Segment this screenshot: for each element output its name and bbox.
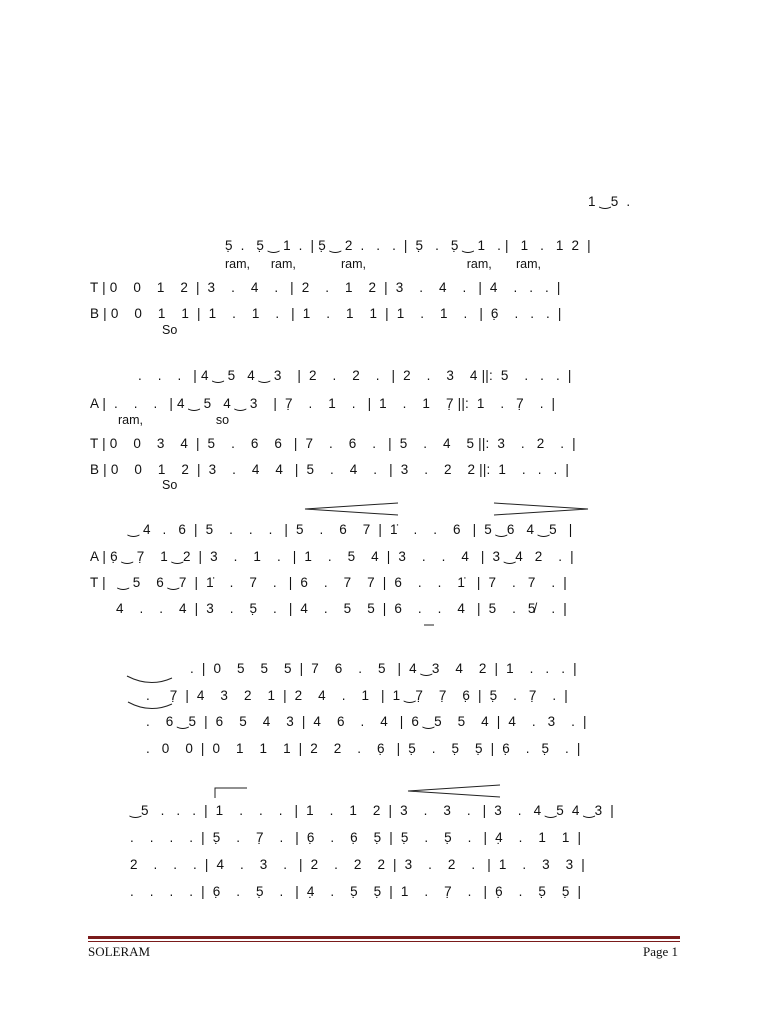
crescendo-hairpin: [408, 785, 500, 797]
footer-title: SOLERAM: [88, 944, 151, 959]
volta-bracket: [215, 788, 247, 798]
system1-soprano: 5̣ . 5̣ ‿ 1 . | 5̣ ‿ 2 . . . | 5̣ . 5̣ ‿ 1 . | 1 . 1 2 |: [225, 238, 591, 253]
system3-tenor: T | ‿ 5 6 ‿7 | 1̇ . 7 . | 6 . 7 7 | 6 . . 1̇ | 7 . 7 . |: [90, 575, 567, 590]
system1-lyrics: ram, ram, ram, ram, ram,: [225, 257, 542, 271]
system5-soprano: ‿5 . . . | 1 . . . | 1 . 1 2 | 3 . 3 . | 3 . 4 ‿5 4 ‿3 |: [130, 803, 614, 818]
system2-bass: B | 0 0 1 2 | 3 . 4 4 | 5 . 4 . | 3 . 2 2 ||: 1 . . . |: [90, 462, 570, 477]
system1-lyrics-bass: So: [162, 323, 178, 337]
system4-soprano: . | 0 5 5 5 | 7 6 . 5 | 4 ‿3 4 2 | 1 . . . |: [190, 661, 577, 676]
slur-mark: [128, 702, 172, 709]
system3-alto: A | 6̣ ‿ 7̣ 1 ‿2 | 3 . 1 . | 1 . 5 4 | 3 . . 4 | 3 ‿4 2 . |: [90, 549, 574, 564]
system1-bass: B | 0 0 1 1 | 1 . 1 . | 1 . 1 1 | 1 . 1 . | 6̣ . . . |: [90, 306, 562, 321]
decrescendo-hairpin: [494, 503, 588, 515]
system2-soprano: . . . | 4 ‿ 5 4 ‿ 3 | 2 . 2 . | 2 . 3 4 ||: 5 . . . |: [138, 368, 572, 383]
system4-bass: . 0 0 | 0 1 1 1 | 2 2 . 6̣ | 5̣ . 5̣ 5̣ | 6̣ . 5̣ . |: [146, 741, 581, 756]
score-top-fragment: 1 ‿5 .: [588, 194, 631, 209]
system2-lyrics-bass: So: [162, 478, 178, 492]
system1-tenor: T | 0 0 1 2 | 3 . 4 . | 2 . 1 2 | 3 . 4 . | 4 . . . |: [90, 280, 561, 295]
slur-mark: [127, 676, 172, 683]
system3-bass: 4 . . 4 | 3 . 5̣ . | 4 . 5 5 | 6 . . 4 | 5 . 5̸ . |: [116, 601, 567, 616]
system4-tenor: . 6 ‿5 | 6 5 4 3 | 4 6 . 4 | 6 ‿5 5 4 | 4 . 3 . |: [146, 714, 587, 729]
footer-rule-thin: [88, 941, 680, 942]
system5-tenor: 2 . . . | 4 . 3 . | 2 . 2 2 | 3 . 2 . | 1 . 3 3 |: [130, 857, 585, 872]
system2-lyrics: ram, so: [118, 413, 230, 427]
crescendo-hairpin: [305, 503, 398, 515]
system3-soprano: ‿ 4 . 6 | 5 . . . | 5 . 6 7 | 1̇ . . 6 | 5 ‿6 4 ‿5 |: [128, 522, 573, 537]
footer-rule-thick: [88, 936, 680, 939]
system5-bass: . . . . | 6̣ . 5̣ . | 4̣ . 5̣ 5̣ | 1 . 7̣ . | 6̣ . 5̣ 5̣ |: [130, 884, 582, 899]
system4-alto: . 7̣ | 4 3 2 1 | 2 4 . 1 | 1 ‿7̣ 7̣ 6̣ | 5̣ . 7̣ . |: [146, 688, 568, 703]
system2-alto: A | . . . | 4 ‿ 5 4 ‿ 3 | 7̣ . 1 . | 1 . 1 7̣ ||: 1 . 7̣ . |: [90, 396, 556, 411]
footer-page-number: Page 1: [642, 944, 678, 959]
system5-alto: . . . . | 5̣ . 7̣ . | 6̣ . 6̣ 5̣ | 5̣ . 5̣ . | 4̣ . 1 1 |: [130, 830, 582, 845]
system2-tenor: T | 0 0 3 4 | 5 . 6 6 | 7 . 6 . | 5 . 4 5 ||: 3 . 2 . |: [90, 436, 576, 451]
